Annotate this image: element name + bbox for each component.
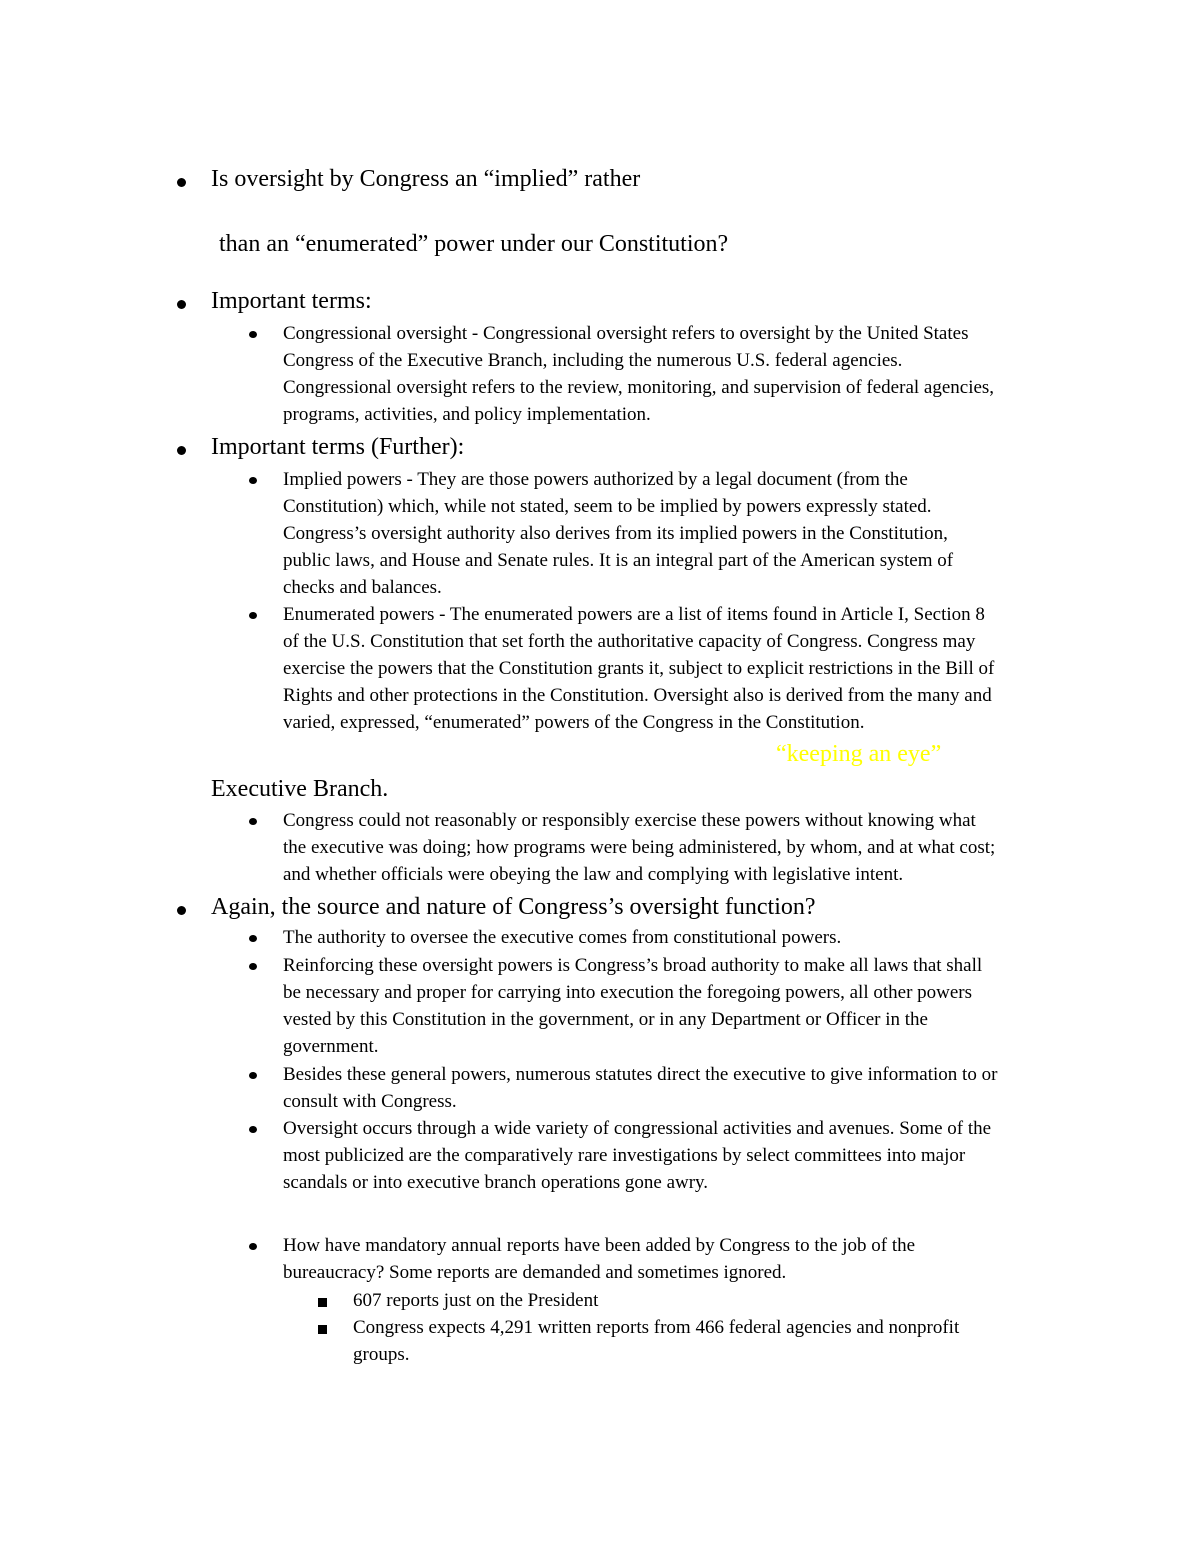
term-line: Congress of the Executive Branch, including the numerous U.S. federal agencies. (283, 350, 903, 371)
term-line: of the U.S. Constitution that set forth the authoritative capacity of Congress. Congress may (283, 631, 976, 652)
section-heading-again: Again, the source and nature of Congress’s oversight function? (211, 894, 816, 920)
bullet-icon (249, 1243, 257, 1250)
term-line: Enumerated powers - The enumerated powers are a list of items found in Article I, Section 8 (283, 604, 985, 625)
square-bullet-icon (318, 1298, 327, 1307)
body-line: Oversight occurs through a wide variety of congressional activities and avenues. Some of the (283, 1118, 992, 1139)
bullet-icon (249, 963, 257, 970)
body-line: Reinforcing these oversight powers is Congress’s broad authority to make all laws that shall (283, 955, 983, 976)
body-line: vested by this Constitution in the government, or in any Department or Officer in the (283, 1009, 928, 1030)
square-bullet-icon (318, 1325, 327, 1334)
bullet-icon (249, 1072, 257, 1079)
body-line: government. (283, 1036, 379, 1057)
bullet-icon (177, 906, 186, 915)
body-line: be necessary and proper for carrying into execution the foregoing powers, all other powers (283, 982, 973, 1003)
bullet-icon (249, 477, 257, 484)
body-line: consult with Congress. (283, 1091, 457, 1112)
term-line: programs, activities, and policy implementation. (283, 404, 651, 425)
body-line: the executive was doing; how programs were being administered, by whom, and at what cost; (283, 837, 996, 858)
section-heading-important-terms: Important terms: (211, 288, 372, 314)
sub-body-line: groups. (353, 1344, 410, 1365)
bullet-icon (249, 612, 257, 619)
bullet-icon (177, 300, 186, 309)
term-line: varied, expressed, “enumerated” powers of the Congress in the Constitution. (283, 712, 865, 733)
bullet-icon (249, 331, 257, 338)
section-heading-important-terms-further: Important terms (Further): (211, 434, 465, 460)
term-line: public laws, and House and Senate rules. It is an integral part of the American system of (283, 550, 954, 571)
body-line: The authority to oversee the executive comes from constitutional powers. (283, 927, 842, 948)
term-line: exercise the powers that the Constitution grants it, subject to explicit restrictions in the Bill of (283, 658, 995, 679)
term-line: Congress’s oversight authority also derives from its implied powers in the Constitution, (283, 523, 948, 544)
bullet-icon (249, 818, 257, 825)
bullet-icon (249, 1126, 257, 1133)
highlight-text: “keeping an eye” (776, 741, 942, 767)
body-line: Congress could not reasonably or responsibly exercise these powers without knowing what (283, 810, 976, 831)
body-line: How have mandatory annual reports have been added by Congress to the job of the (283, 1235, 916, 1256)
sub-body-line: Congress expects 4,291 written reports from 466 federal agencies and nonprofit (353, 1317, 960, 1338)
bullet-icon (177, 446, 186, 455)
term-line: Constitution) which, while not stated, seem to be implied by powers expressly stated. (283, 496, 932, 517)
term-line: Implied powers - They are those powers authorized by a legal document (from the (283, 469, 908, 490)
body-line: most publicized are the comparatively rare investigations by select committees into major (283, 1145, 966, 1166)
bullet-icon (177, 178, 186, 187)
bullet-icon (249, 935, 257, 942)
question-line-1: Is oversight by Congress an “implied” rather (211, 166, 641, 192)
body-line: Besides these general powers, numerous statutes direct the executive to give information to or (283, 1064, 998, 1085)
body-line: bureaucracy? Some reports are demanded and sometimes ignored. (283, 1262, 787, 1283)
term-line: Congressional oversight - Congressional oversight refers to oversight by the United States (283, 323, 969, 344)
term-line: checks and balances. (283, 577, 442, 598)
term-line: Congressional oversight refers to the review, monitoring, and supervision of federal agencies, (283, 377, 995, 398)
question-line-2: than an “enumerated” power under our Constitution? (219, 231, 729, 257)
term-line: Rights and other protections in the Constitution. Oversight also is derived from the many and (283, 685, 992, 706)
sub-body-line: 607 reports just on the President (353, 1290, 599, 1311)
body-line: scandals or into executive branch operations gone awry. (283, 1172, 709, 1193)
body-line: and whether officials were obeying the law and complying with legislative intent. (283, 864, 904, 885)
section-heading-executive-branch: Executive Branch. (211, 776, 389, 802)
